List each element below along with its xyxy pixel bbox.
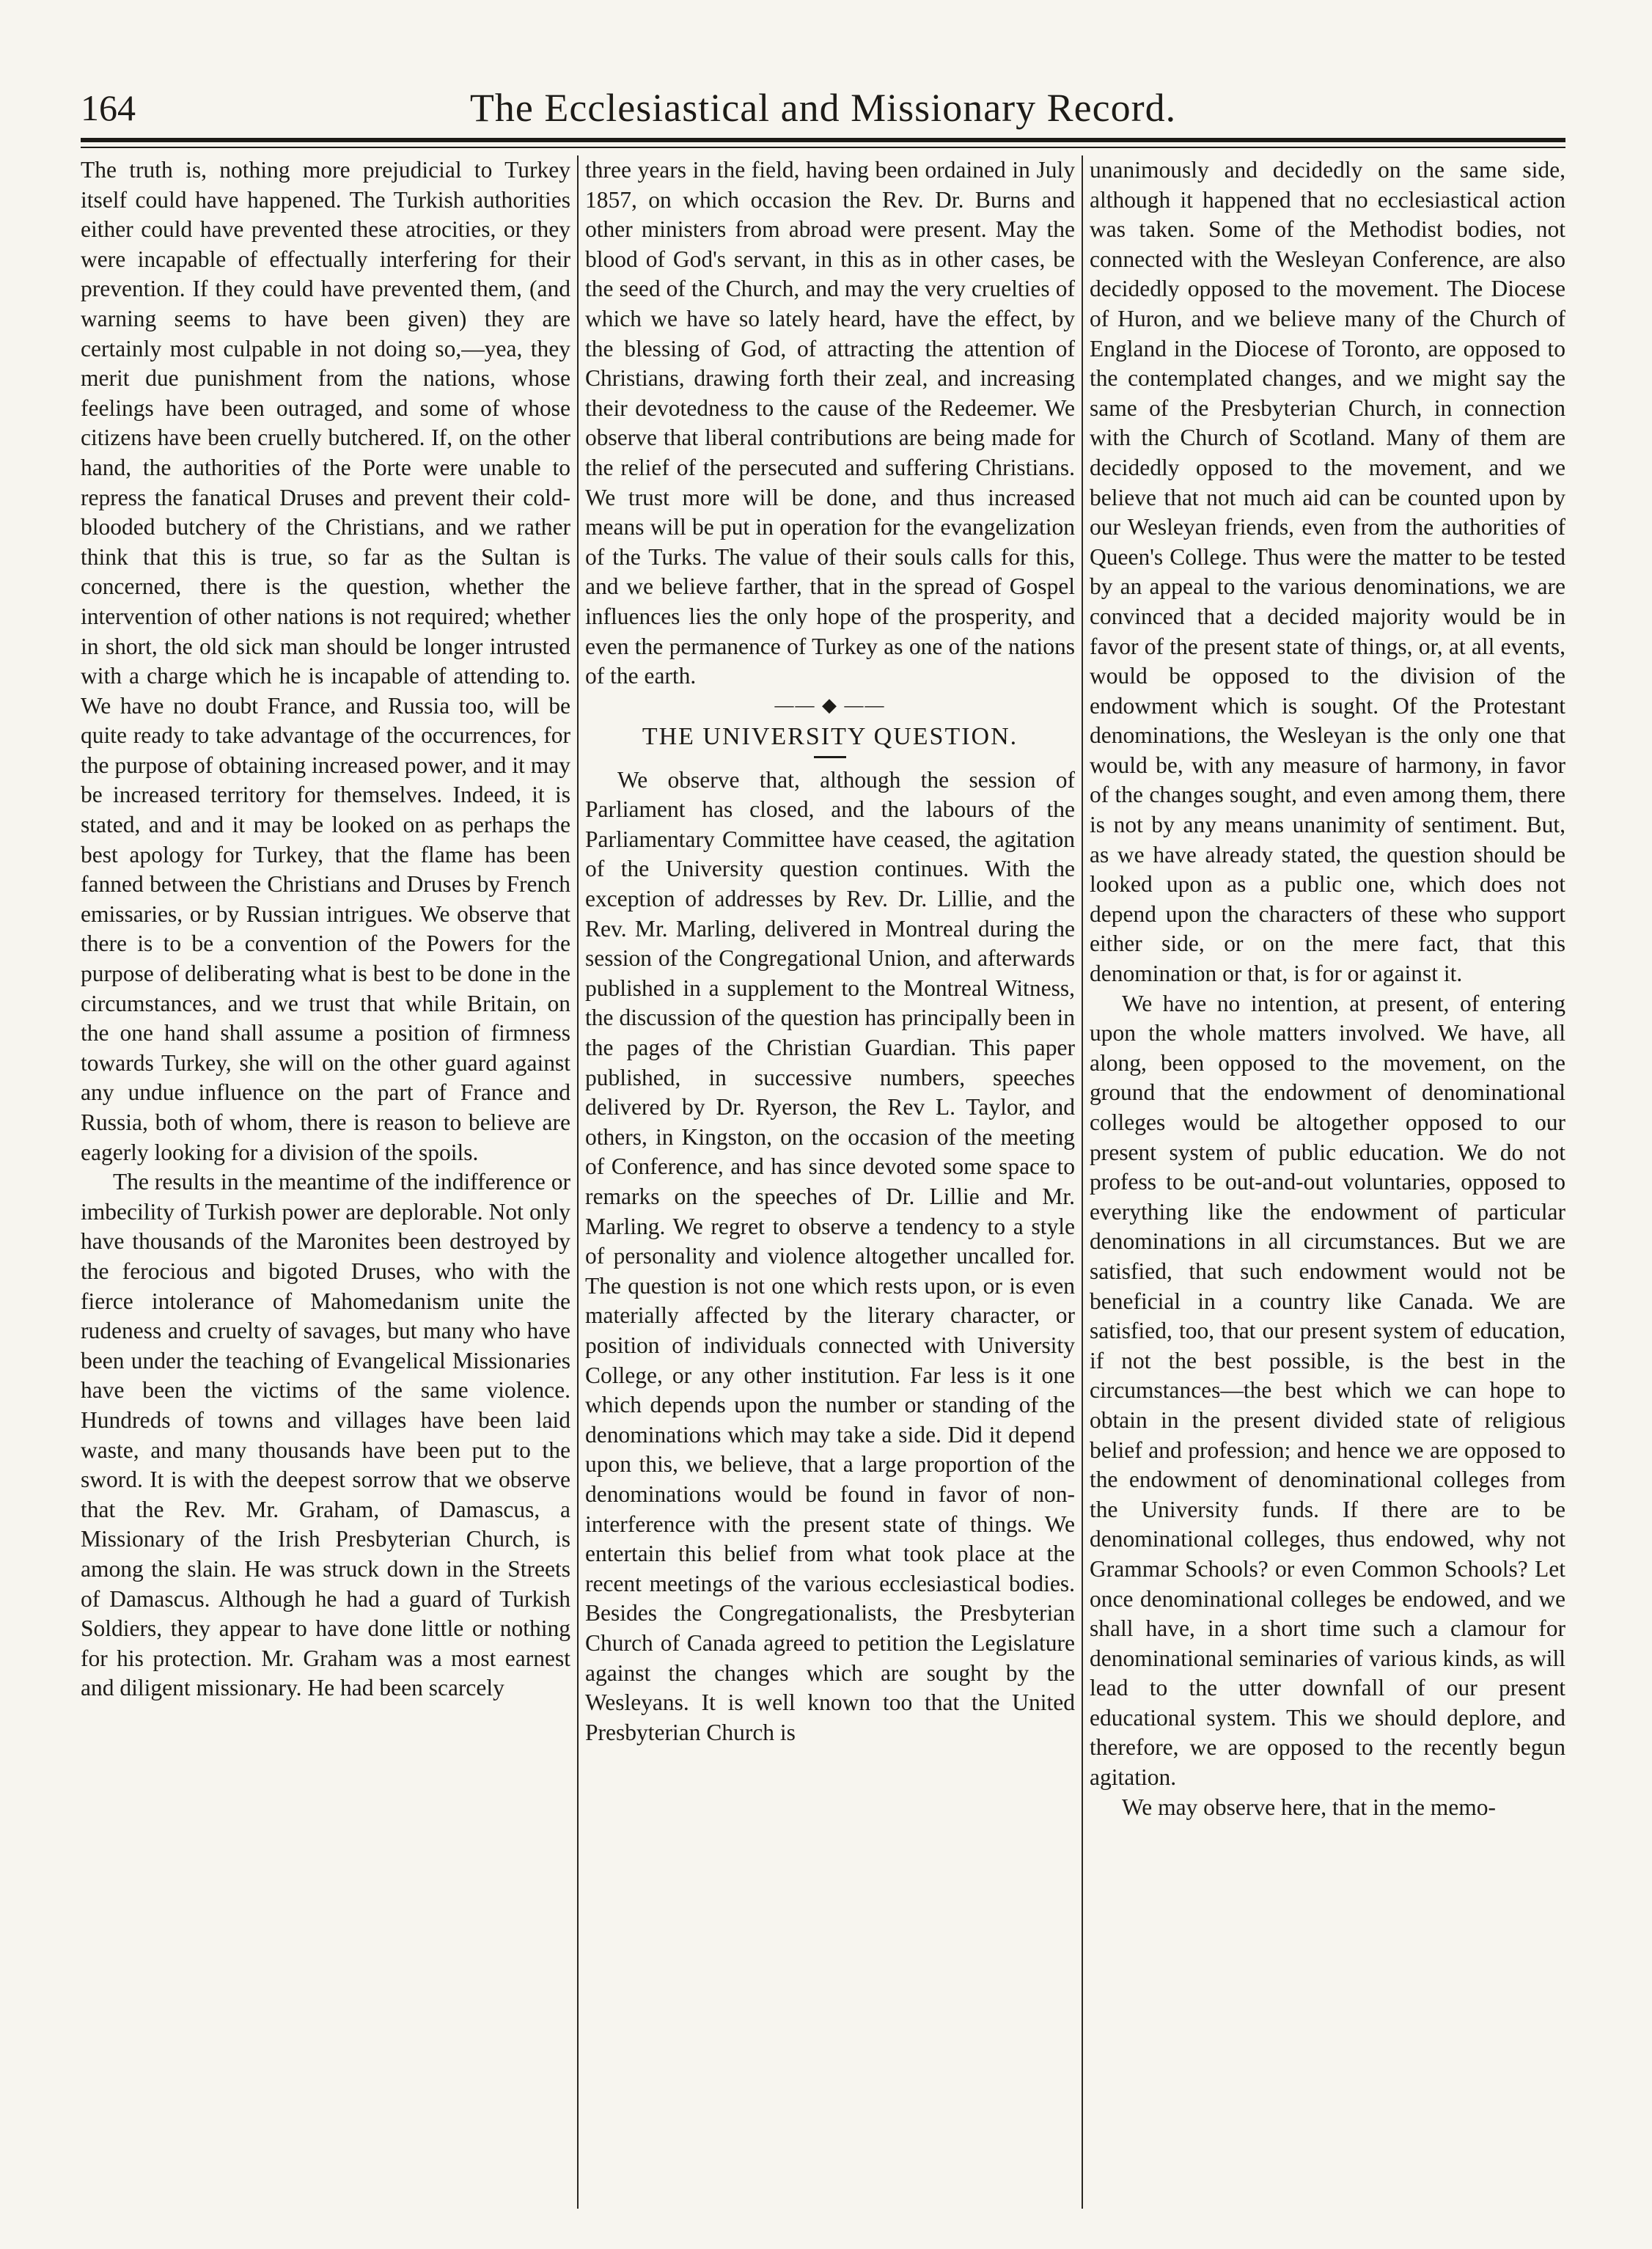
text-column-3 — [1090, 155, 1565, 2209]
paragraph: We have no intention, at present, of entering upon the whole matters involved. We have, all along, been opposed to the movement, on the ground that the endowment of denominational colleges would be altogether opposed to our present system of public education. We do not profess to be out-and-out voluntaries, opposed to everything like the endowment of particular denominations in all circumstances. But we are satisfied, that such endowment would not be beneficial in a country like Canada. We are satisfied, too, that our present system of education, if not the best possible, is the best in the circumstances—the best which we can hope to obtain in the present divided state of religious belief and profession; and hence we are opposed to the endowment of denominational colleges from the University funds. If there are to be denominational colleges, thus endowed, why not Grammar Schools? or even Common Schools? Let once denominational colleges be endowed, and we shall have, in a short time such a clamour for denominational seminaries of various kinds, as will lead to the utter downfall of our present educational system. This we should deplore, and therefore, we are opposed to the recently begun agitation. — [1090, 990, 1565, 1791]
text-column-1 — [81, 155, 570, 2209]
header-rule-thin — [81, 147, 1565, 148]
page-header — [81, 82, 1565, 133]
paragraph: We may observe here, that in the memo- — [1122, 1794, 1497, 1820]
paragraph: The truth is, nothing more prejudicial to Turkey itself could have happened. The Turkish authorities either could have prevented these atrocities, or they were incapable of effectually interfering for their prevention. If they could have prevented them, (and warning seems to have been given) they are certainly most culpable in not doing so,—yea, they merit due punishment from the nations, whose feelings have been outraged, and some of whose citizens have been cruelly butchered. If, on the other hand, the authorities of the Porte were unable to repress the fanatical Druses and prevent their cold-blooded butchery of the Christians, and we rather think that this is true, so far as the Sultan is concerned, there is the question, whether the intervention of other nations is not required; whether in short, the old sick man should be longer intrusted with a charge which he is incapable of attending to. We have no doubt France, and Russia too, will be quite ready to take advantage of the occurrences, for the purpose of obtaining increased power, and it may be increased territory for themselves. Indeed, it is stated, and and it may be looked on as perhaps the best apology for Turkey, that the flame has been fanned between the Christians and Druses by French emissaries, or by Russian intrigues. We observe that there is to be a convention of the Powers for the purpose of deliberating what is best to be done in the circumstances, and we trust that while Britain, on the one hand shall assume a position of firmness towards Turkey, she will on the other guard against any undue influence on the part of France and Russia, both of whom, there is reason to believe are eagerly looking for a division of the spoils. — [81, 157, 570, 1165]
text-column-2 — [585, 155, 1075, 2209]
header-rule-thick — [81, 138, 1565, 142]
section-separator: —— ◆ —— — [774, 694, 886, 716]
running-title: The Ecclesiastical and Missionary Record. — [469, 86, 1177, 130]
paragraph: unanimously and decidedly on the same side, although it happened that no ecclesiastical action was taken. Some of the Methodist bodies, not connected with the Wesleyan Conference, are also decidedly opposed to the movement. The Diocese of Huron, and we believe many of the Church of England in the Diocese of Toronto, are opposed to the contemplated changes, and we might say the same of the Presbyterian Church, in connection with the Church of Scotland. Many of them are decidedly opposed to the movement, and we believe that not much aid can be counted upon by our Wesleyan friends, even from the authorities of Queen's College. Thus were the matter to be tested by an appeal to the various denominations, we are convinced that a decided majority would be in favor of the present state of things, or, at all events, would be opposed to the division of the endowment which is sought. Of the Protestant denominations, the Wesleyan is the only one that would be, with any measure of harmony, in favor of the changes sought, and even among them, there is not by any means unanimity of sentiment. But, as we have already stated, the question should be looked upon as a public one, which does not depend upon the characters of these who support either side, or on the mere fact, that this denomination or that, is for or against it. — [1090, 157, 1565, 987]
paragraph: The results in the meantime of the indifference or imbecility of Turkish power are deplorable. Not only have thousands of the Maronites been destroyed by the ferocious and bigoted Druses, who with the fierce intolerance of Mahomedanism unite the rudeness and cruelty of savages, but many who have been under the teaching of Evangelical Missionaries have been the victims of the same violence. Hundreds of towns and villages have been laid waste, and many thousands have been put to the sword. It is with the deepest sorrow that we observe that the Rev. Mr. Graham, of Damascus, a Missionary of the Irish Presbyterian Church, is among the slain. He was struck down in the Streets of Damascus. Although he had a guard of Turkish Soldiers, they appear to have done little or nothing for his protection. Mr. Graham was a most earnest and diligent missionary. He had been scarcely — [81, 1169, 570, 1701]
paragraph: three years in the field, having been ordained in July 1857, on which occasion the Rev. Dr. Burns and other ministers from abroad were present. May the blood of God's servant, in this as in other cases, be the seed of the Church, and may the very cruelties of which we have so lately heard, have the effect, by the blessing of God, of attracting the attention of Christians, drawing forth their zeal, and increasing their devotedness to the cause of the Redeemer. We observe that liberal contributions are being made for the relief of the persecuted and suffering Christians. We trust more will be done, and thus increased means will be put in operation for the evangelization of the Turks. The value of their souls calls for this, and we believe farther, that in the spread of Gospel influences lies the only hope of the prosperity, and even the permanence of Turkey as one of the nations of the earth. — [585, 157, 1075, 689]
column-divider — [1082, 155, 1083, 2209]
column-divider — [577, 155, 579, 2209]
page-number: 164 — [81, 87, 136, 128]
paragraph: We observe that, although the session of Parliament has closed, and the labours of the Parliamentary Committee have ceased, the agitation of the University question continues. With the exception of addresses by Rev. Dr. Lillie, and the Rev. Mr. Marling, delivered in Montreal during the session of the Congregational Union, and afterwards published in a supplement to the Montreal Witness, the discussion of the question has principally been in the pages of the Christian Guardian. This paper published, in successive numbers, speeches delivered by Dr. Ryerson, the Rev L. Taylor, and others, in Kingston, on the occasion of the meeting of Conference, and has since devoted some space to remarks on the speeches of Dr. Lillie and Mr. Marling. We regret to observe a tendency to a style of personality and violence altogether uncalled for. The question is not one which rests upon, or is even materially affected by the literary character, or position of individuals connected with University College, or any other institution. Far less is it one which depends upon the number or standing of the denominations which may take a side. Did it depend upon this, we believe, that a large proportion of the denominations would be found in favor of non-interference with the present state of things. We entertain this belief from what took place at the recent meetings of the various ecclesiastical bodies. Besides the Congregationalists, the Presbyterian Church of Canada agreed to petition the Legislature against the changes which are sought by the Wesleyans. It is well known too that the United Presbyterian Church is — [585, 766, 1075, 1745]
heading-dash — [814, 756, 846, 758]
section-heading: THE UNIVERSITY QUESTION. — [642, 722, 1018, 750]
